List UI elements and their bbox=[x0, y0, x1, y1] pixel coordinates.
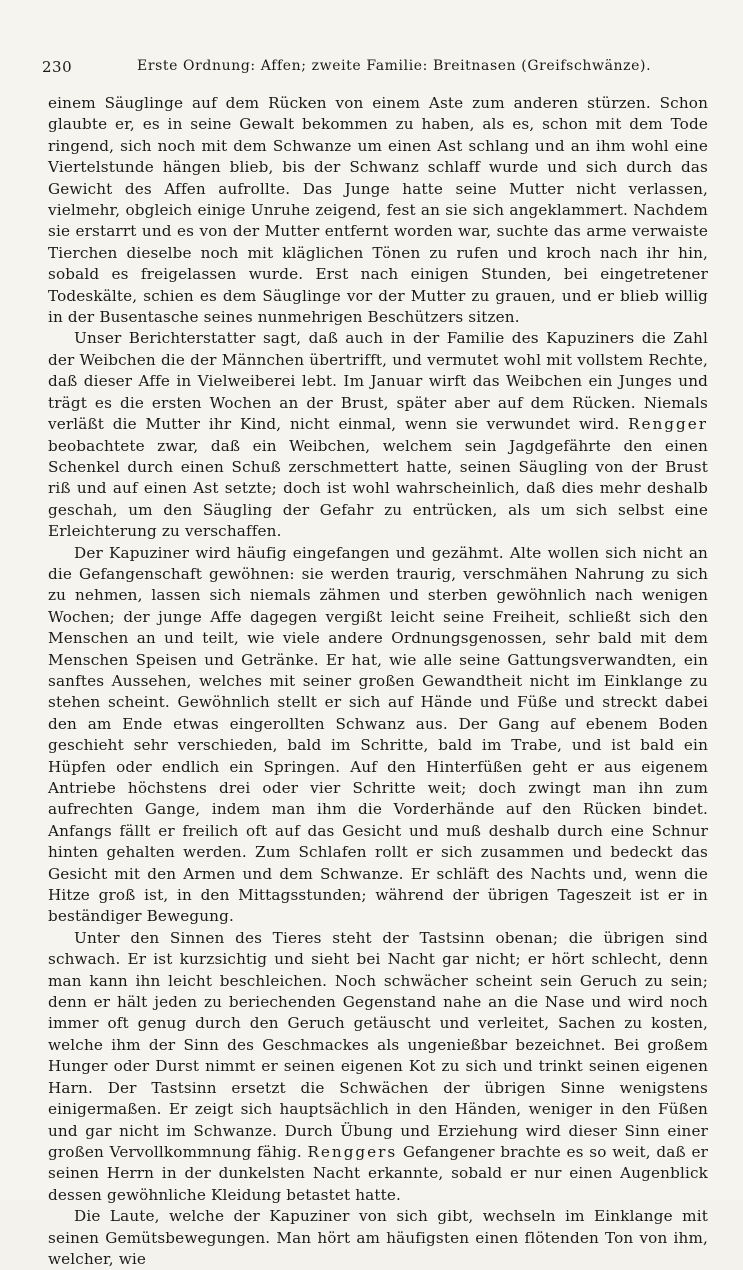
page-header bbox=[42, 56, 710, 80]
paragraph-1-text: einem Säuglinge auf dem Rücken von einem Aste zum anderen stürzen. Schon glaubte er, es in seine Gewalt bekommen zu haben, als es, schon mit dem Tode ringend, sich noch mit dem Schwanze um einen Ast schlang und an ihm wohl eine Viertelstunde hängen blieb, bis der Schwanz schlaff wurde und sich durch das Gewicht des Affen aufrollte. Das Junge hatte seine Mutter nicht verlassen, vielmehr, obgleich einige Unruhe zeigend, fest an sie sich angeklammert. Nachdem sie erstarrt und es von der Mutter entfernt worden war, suchte das arme verwaiste Tierchen dieselbe noch mit kläglichen Tönen zu rufen und kroch nach ihr hin, sobald es freigelassen wurde. Erst nach einigen Stunden, bei eingetretener Todeskälte, schien es dem Säuglinge vor der Mutter zu grauen, und er blieb willig in der Busentasche seines nunmehrigen Beschützers sitzen. bbox=[48, 94, 708, 327]
paragraph-2-spaced-name: Rengger bbox=[628, 415, 708, 434]
running-head: Erste Ordnung: Affen; zweite Familie: Breitnasen (Greifschwänze). bbox=[137, 58, 652, 74]
paragraph-3-text: Der Kapuziner wird häufig eingefangen und gezähmt. Alte wollen sich nicht an die Gefangenschaft gewöhnen: sie werden traurig, verschmähen Nahrung zu sich zu nehmen, lassen sich niemals zähmen und sterben gewöhnlich nach wenigen Wochen; der junge Affe dagegen vergißt leicht seine Freiheit, schließt sich den Menschen an und teilt, wie viele andere Ordnungsgenossen, sehr bald mit dem Menschen Speisen und Getränke. Er hat, wie alle seine Gattungsverwandten, ein sanftes Aussehen, welches mit seiner großen Gewandtheit nicht im Einklange zu stehen scheint. Gewöhnlich stellt er sich auf Hände und Füße und streckt dabei den am Ende etwas eingerollten Schwanz aus. Der Gang auf ebenem Boden geschieht sehr verschieden, bald im Schritte, bald im Trabe, und ist bald ein Hüpfen oder endlich ein Springen. Auf den Hinterfüßen geht er aus eigenem Antriebe höchstens drei oder vier Schritte weit; doch zwingt man ihn zum aufrechten Gange, indem man ihm die Vorderhände auf den Rücken bindet. Anfangs fällt er freilich oft auf das Gesicht und muß deshalb durch eine Schnur hinten gehalten werden. Zum Schlafen rollt er sich zusammen und bedeckt das Gesicht mit den Armen und dem Schwanze. Er schläft des Nachts und, wenn die Hitze groß ist, in den Mittagsstunden; während der übrigen Tageszeit ist er in beständiger Bewegung. bbox=[48, 543, 708, 926]
paragraph-2-text-after: beobachtete zwar, daß ein Weibchen, welchem sein Jagdgefährte den einen Schenkel durch einen Schuß zerschmettert hatte, seinen Säugling von der Brust riß und auf einen Ast setzte; doch ist wohl wahrscheinlich, daß dies mehr deshalb geschah, um den Säugling der Gefahr zu entrücken, als um sich selbst eine Erleichterung zu verschaffen. bbox=[48, 436, 708, 541]
paragraph-5-text: Die Laute, welche der Kapuziner von sich gibt, wechseln im Einklange mit seinen Gemütsbewegungen. Man hört am häufigsten einen flötenden Ton von ihm, welcher, wie bbox=[48, 1207, 708, 1268]
page-number: 230 bbox=[42, 58, 73, 76]
paragraph-3 bbox=[48, 543, 708, 928]
paragraph-1 bbox=[48, 93, 708, 328]
paragraph-2 bbox=[48, 328, 708, 542]
paragraph-4-text: Unter den Sinnen des Tieres steht der Tastsinn obenan; die übrigen sind schwach. Er ist kurzsichtig und sieht bei Nacht gar nicht; er hört schlecht, denn man kann ihn leicht beschleichen. Noch schwächer scheint sein Geruch zu sein; denn er hält jeden zu beriechenden Gegenstand nahe an die Nase und wird noch immer oft genug durch den Geruch getäuscht und verleitet, Sachen zu kosten, welche ihm der Sinn des Geschmackes als ungenießbar bezeichnet. Bei großem Hunger oder Durst nimmt er seinen eigenen Kot zu sich und trinkt seinen eigenen Harn. Der Tastsinn ersetzt die Schwächen der übrigen Sinne wenigstens einigermaßen. Er zeigt sich hauptsächlich in den Händen, weniger in den Füßen und gar nicht im Schwanze. Durch Übung und Erziehung wird dieser Sinn einer großen Vervollkommnung fähig. bbox=[48, 928, 708, 1161]
paragraph-2-text: Unser Berichterstatter sagt, daß auch in der Familie des Kapuziners die Zahl der Weibchen die der Männchen übertrifft, und vermutet wohl mit vollstem Rechte, daß dieser Affe in Vielweiberei lebt. Im Januar wirft das Weibchen ein Junges und trägt es die ersten Wochen an der Brust, später aber auf dem Rücken. Niemals verläßt die Mutter ihr Kind, nicht einmal, wenn sie verwundet wird. bbox=[48, 329, 708, 434]
paragraph-4-text-after: Gefangener brachte es so weit, daß er seinen Herrn in der dunkelsten Nacht erkannte, sobald er nur einen Augenblick dessen gewöhnliche Kleidung betastet hatte. bbox=[48, 1142, 708, 1204]
paragraph-5 bbox=[48, 1206, 708, 1270]
paragraph-4 bbox=[48, 928, 708, 1206]
paragraph-4-spaced-name: Renggers bbox=[307, 1142, 398, 1161]
page-body bbox=[48, 93, 708, 1270]
